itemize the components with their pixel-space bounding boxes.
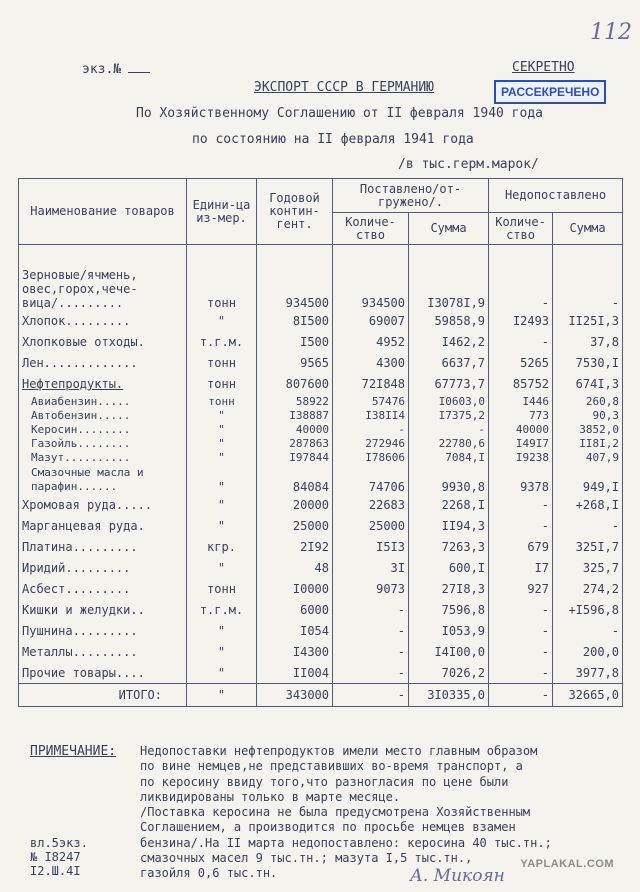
- header-annual-quota: Годовой контин-гент.: [257, 179, 333, 245]
- table-row: [19, 450, 623, 464]
- total-annual-quota: 343000: [257, 684, 333, 707]
- row-undelivered-quantity: -: [489, 331, 553, 352]
- note-line: Недопоставки нефтепродуктов имели место главным образом: [140, 744, 538, 758]
- row-delivered-sum: -: [409, 422, 489, 436]
- row-undelivered-sum: -: [553, 515, 623, 536]
- row-annual-quota: 25000: [257, 515, 333, 536]
- table-row: [19, 352, 623, 373]
- row-unit: тонн: [187, 352, 257, 373]
- row-annual-quota: 287863: [257, 436, 333, 450]
- row-unit: ": [187, 662, 257, 684]
- table-row: [19, 394, 623, 408]
- table-row: [19, 464, 623, 494]
- site-watermark: YAPLAKAL.COM: [520, 858, 614, 870]
- note-line: по керосину ввиду того,что разногласия по цене были: [140, 774, 509, 789]
- header-delivered: Поставлено/от-гружено/.: [333, 179, 489, 213]
- page-number: 112: [590, 20, 632, 45]
- row-delivered-sum: 7596,8: [409, 599, 489, 620]
- row-delivered-quantity: -: [333, 662, 409, 684]
- row-undelivered-quantity: I49I7: [489, 436, 553, 450]
- row-delivered-sum: I7375,2: [409, 408, 489, 422]
- row-undelivered-sum: 260,8: [553, 394, 623, 408]
- row-goods-name: Марганцевая руда.: [19, 515, 187, 536]
- row-unit: кгр.: [187, 536, 257, 557]
- row-undelivered-quantity: -: [489, 641, 553, 662]
- row-annual-quota: 20000: [257, 494, 333, 515]
- row-goods-name: Автобензин.....: [19, 408, 187, 422]
- row-delivered-quantity: -: [333, 599, 409, 620]
- row-delivered-sum: 2268,I: [409, 494, 489, 515]
- row-annual-quota: I38887: [257, 408, 333, 422]
- note-line: смазочных масел 9 тыс.тн.; мазута I,5 тыс.тн.,: [140, 851, 473, 866]
- row-undelivered-quantity: -: [489, 599, 553, 620]
- total-undelivered-quantity: -: [489, 684, 553, 707]
- row-undelivered-quantity: I9238: [489, 450, 553, 464]
- row-annual-quota: I054: [257, 620, 333, 641]
- table-row: [19, 536, 623, 557]
- row-goods-name: Керосин........: [19, 422, 187, 436]
- header-goods-name: Наименование товаров: [19, 179, 187, 245]
- row-unit: ": [187, 436, 257, 450]
- table-row: [19, 620, 623, 641]
- row-annual-quota: 58922: [257, 394, 333, 408]
- row-goods-name: Нефтепродукты.: [19, 373, 187, 394]
- signature: А. Микоян: [410, 866, 505, 886]
- copies-count: вл.5экз.: [30, 836, 88, 850]
- row-goods-name: Хлопок.........: [19, 310, 187, 331]
- row-delivered-sum: 27I8,3: [409, 578, 489, 599]
- row-unit: ": [187, 408, 257, 422]
- row-delivered-quantity: 25000: [333, 515, 409, 536]
- header-undelivered-sum: Сумма: [553, 213, 623, 245]
- total-unit: ": [187, 684, 257, 707]
- row-unit: тонн: [187, 373, 257, 394]
- row-delivered-sum: I0603,0: [409, 394, 489, 408]
- row-delivered-quantity: 57476: [333, 394, 409, 408]
- row-goods-name: Лен.............: [19, 352, 187, 373]
- row-undelivered-quantity: 9378: [489, 464, 553, 494]
- row-undelivered-sum: 274,2: [553, 578, 623, 599]
- row-delivered-sum: I3078I,9: [409, 266, 489, 310]
- row-delivered-sum: 9930,8: [409, 464, 489, 494]
- document-subtitle-date: по состоянию на II февраля 1941 года: [192, 132, 474, 147]
- row-delivered-quantity: 272946: [333, 436, 409, 450]
- row-delivered-sum: I053,9: [409, 620, 489, 641]
- row-goods-name: Хромовая руда.....: [19, 494, 187, 515]
- total-undelivered-sum: 32665,0: [553, 684, 623, 707]
- row-annual-quota: 9565: [257, 352, 333, 373]
- document-number: № I8247: [30, 850, 81, 864]
- row-annual-quota: 2I92: [257, 536, 333, 557]
- row-annual-quota: 8I500: [257, 310, 333, 331]
- row-delivered-sum: II94,3: [409, 515, 489, 536]
- row-delivered-quantity: 934500: [333, 266, 409, 310]
- table-row: [19, 578, 623, 599]
- row-unit: тонн: [187, 578, 257, 599]
- table-row: [19, 422, 623, 436]
- declassified-stamp: РАССЕКРЕЧЕНО: [494, 80, 606, 104]
- note-line: /Поставка керосина не была предусмотрена Хозяйственным: [140, 805, 531, 820]
- row-unit: ": [187, 620, 257, 641]
- note-line: Соглашением, а производится по просьбе немцев взамен: [140, 820, 516, 835]
- row-unit: ": [187, 515, 257, 536]
- header-delivered-sum: Сумма: [409, 213, 489, 245]
- note-label: ПРИМЕЧАНИЕ:: [30, 744, 117, 759]
- row-unit: ": [187, 450, 257, 464]
- row-undelivered-sum: 325I,7: [553, 536, 623, 557]
- row-undelivered-sum: 37,8: [553, 331, 623, 352]
- row-goods-name: Авиабензин.....: [19, 394, 187, 408]
- row-undelivered-quantity: -: [489, 515, 553, 536]
- header-unit: Едини-ца из-мер.: [187, 179, 257, 245]
- row-undelivered-sum: II25I,3: [553, 310, 623, 331]
- row-undelivered-sum: II8I,2: [553, 436, 623, 450]
- row-goods-name: Металлы.........: [19, 641, 187, 662]
- row-delivered-quantity: 9073: [333, 578, 409, 599]
- row-goods-name: Пушнина.........: [19, 620, 187, 641]
- table-row: [19, 557, 623, 578]
- row-delivered-sum: 59858,9: [409, 310, 489, 331]
- header-undelivered: Недопоставлено: [489, 179, 623, 213]
- row-annual-quota: 84084: [257, 464, 333, 494]
- row-undelivered-sum: 90,3: [553, 408, 623, 422]
- row-delivered-quantity: 74706: [333, 464, 409, 494]
- row-annual-quota: 48: [257, 557, 333, 578]
- row-undelivered-sum: 3852,0: [553, 422, 623, 436]
- row-undelivered-quantity: -: [489, 620, 553, 641]
- row-goods-name: Смазочные масла и парафин......: [19, 464, 187, 494]
- row-delivered-quantity: -: [333, 422, 409, 436]
- total-delivered-quantity: -: [333, 684, 409, 707]
- row-undelivered-quantity: -: [489, 662, 553, 684]
- row-goods-name: Платина.........: [19, 536, 187, 557]
- row-annual-quota: I4300: [257, 641, 333, 662]
- row-undelivered-quantity: 85752: [489, 373, 553, 394]
- distribution-reference: [30, 836, 88, 878]
- row-delivered-quantity: 3I: [333, 557, 409, 578]
- table-row: [19, 436, 623, 450]
- header-undelivered-quantity: Количе-ство: [489, 213, 553, 245]
- row-goods-name: Асбест.........: [19, 578, 187, 599]
- note-line: газойля 0,6 тыс.тн.: [140, 866, 278, 881]
- row-delivered-sum: 7263,3: [409, 536, 489, 557]
- row-delivered-quantity: -: [333, 620, 409, 641]
- row-unit: ": [187, 494, 257, 515]
- row-undelivered-quantity: I2493: [489, 310, 553, 331]
- row-undelivered-sum: 407,9: [553, 450, 623, 464]
- row-goods-name: Иридий.........: [19, 557, 187, 578]
- table-row: [19, 641, 623, 662]
- row-delivered-quantity: I38II4: [333, 408, 409, 422]
- total-delivered-sum: 3I0335,0: [409, 684, 489, 707]
- total-goods-name: ИТОГО:: [19, 684, 187, 707]
- row-undelivered-sum: -: [553, 266, 623, 310]
- table-total-row: [19, 684, 623, 707]
- row-delivered-sum: 67773,7: [409, 373, 489, 394]
- note-line: бензина/.На II марта недопоставлено: керосина 40 тыс.тн.;: [140, 835, 552, 850]
- row-delivered-quantity: 4952: [333, 331, 409, 352]
- row-goods-name: Хлопковые отходы.: [19, 331, 187, 352]
- row-undelivered-quantity: -: [489, 266, 553, 310]
- table-row: [19, 373, 623, 394]
- row-delivered-quantity: 4300: [333, 352, 409, 373]
- row-unit: ": [187, 641, 257, 662]
- row-undelivered-sum: 200,0: [553, 641, 623, 662]
- row-undelivered-sum: 7530,I: [553, 352, 623, 373]
- table-row: [19, 599, 623, 620]
- row-delivered-quantity: -: [333, 641, 409, 662]
- row-delivered-sum: 7084,I: [409, 450, 489, 464]
- row-undelivered-quantity: 679: [489, 536, 553, 557]
- row-annual-quota: 40000: [257, 422, 333, 436]
- row-annual-quota: 934500: [257, 266, 333, 310]
- row-annual-quota: I500: [257, 331, 333, 352]
- row-unit: ": [187, 464, 257, 494]
- row-annual-quota: I0000: [257, 578, 333, 599]
- row-delivered-sum: 22780,6: [409, 436, 489, 450]
- table-row: [19, 266, 623, 310]
- row-undelivered-quantity: I446: [489, 394, 553, 408]
- row-delivered-quantity: I78606: [333, 450, 409, 464]
- row-annual-quota: 807600: [257, 373, 333, 394]
- note-line: ликвидированы только в марте месяце.: [140, 789, 401, 804]
- table-row: [19, 515, 623, 536]
- row-goods-name: Газойль........: [19, 436, 187, 450]
- copy-number-blank: [128, 72, 150, 73]
- row-undelivered-sum: +268,I: [553, 494, 623, 515]
- row-undelivered-quantity: 40000: [489, 422, 553, 436]
- row-annual-quota: I97844: [257, 450, 333, 464]
- row-unit: тонн: [187, 266, 257, 310]
- document-title: ЭКСПОРТ СССР В ГЕРМАНИЮ: [254, 80, 435, 95]
- row-undelivered-quantity: 927: [489, 578, 553, 599]
- row-undelivered-sum: -: [553, 620, 623, 641]
- note-text: [140, 744, 552, 882]
- row-undelivered-quantity: 773: [489, 408, 553, 422]
- row-unit: т.г.м.: [187, 599, 257, 620]
- row-unit: ": [187, 422, 257, 436]
- table-row: [19, 310, 623, 331]
- document-date: I2.Ш.4I: [30, 864, 81, 878]
- row-goods-name: Прочие товары....: [19, 662, 187, 684]
- header-delivered-quantity: Количе-ство: [333, 213, 409, 245]
- row-goods-name: Зерновые/ячмень, овес,горох,чече-вица/.........: [19, 266, 187, 310]
- row-delivered-quantity: 69007: [333, 310, 409, 331]
- row-unit: ": [187, 310, 257, 331]
- row-undelivered-sum: 674I,3: [553, 373, 623, 394]
- row-delivered-sum: I4I00,0: [409, 641, 489, 662]
- row-goods-name: Мазут..........: [19, 450, 187, 464]
- row-undelivered-quantity: I7: [489, 557, 553, 578]
- row-goods-name: Кишки и желудки..: [19, 599, 187, 620]
- table-row: [19, 331, 623, 352]
- currency-unit-note: /в тыс.герм.марок/: [398, 157, 539, 172]
- row-annual-quota: II004: [257, 662, 333, 684]
- note-line: по вине немцев,не представивших во-время транспорт, а: [140, 759, 523, 774]
- row-unit: тонн: [187, 394, 257, 408]
- table-row: [19, 494, 623, 515]
- row-delivered-sum: 7026,2: [409, 662, 489, 684]
- table-row: [19, 408, 623, 422]
- row-undelivered-sum: +I596,8: [553, 599, 623, 620]
- row-undelivered-quantity: -: [489, 494, 553, 515]
- secret-label: СЕКРЕТНО: [512, 60, 575, 75]
- export-table: [18, 178, 623, 707]
- row-delivered-quantity: 72I848: [333, 373, 409, 394]
- row-annual-quota: 6000: [257, 599, 333, 620]
- row-undelivered-sum: 325,7: [553, 557, 623, 578]
- copy-number-label: экз.№: [82, 62, 122, 77]
- row-unit: т.г.м.: [187, 331, 257, 352]
- row-delivered-quantity: I5I3: [333, 536, 409, 557]
- row-undelivered-sum: 949,I: [553, 464, 623, 494]
- row-delivered-sum: I462,2: [409, 331, 489, 352]
- row-undelivered-quantity: 5265: [489, 352, 553, 373]
- table-row: [19, 662, 623, 684]
- row-delivered-quantity: 22683: [333, 494, 409, 515]
- document-subtitle-agreement: По Хозяйственному Соглашению от II февраля 1940 года: [136, 106, 543, 121]
- row-undelivered-sum: 3977,8: [553, 662, 623, 684]
- row-unit: ": [187, 557, 257, 578]
- row-delivered-sum: 6637,7: [409, 352, 489, 373]
- row-delivered-sum: 600,I: [409, 557, 489, 578]
